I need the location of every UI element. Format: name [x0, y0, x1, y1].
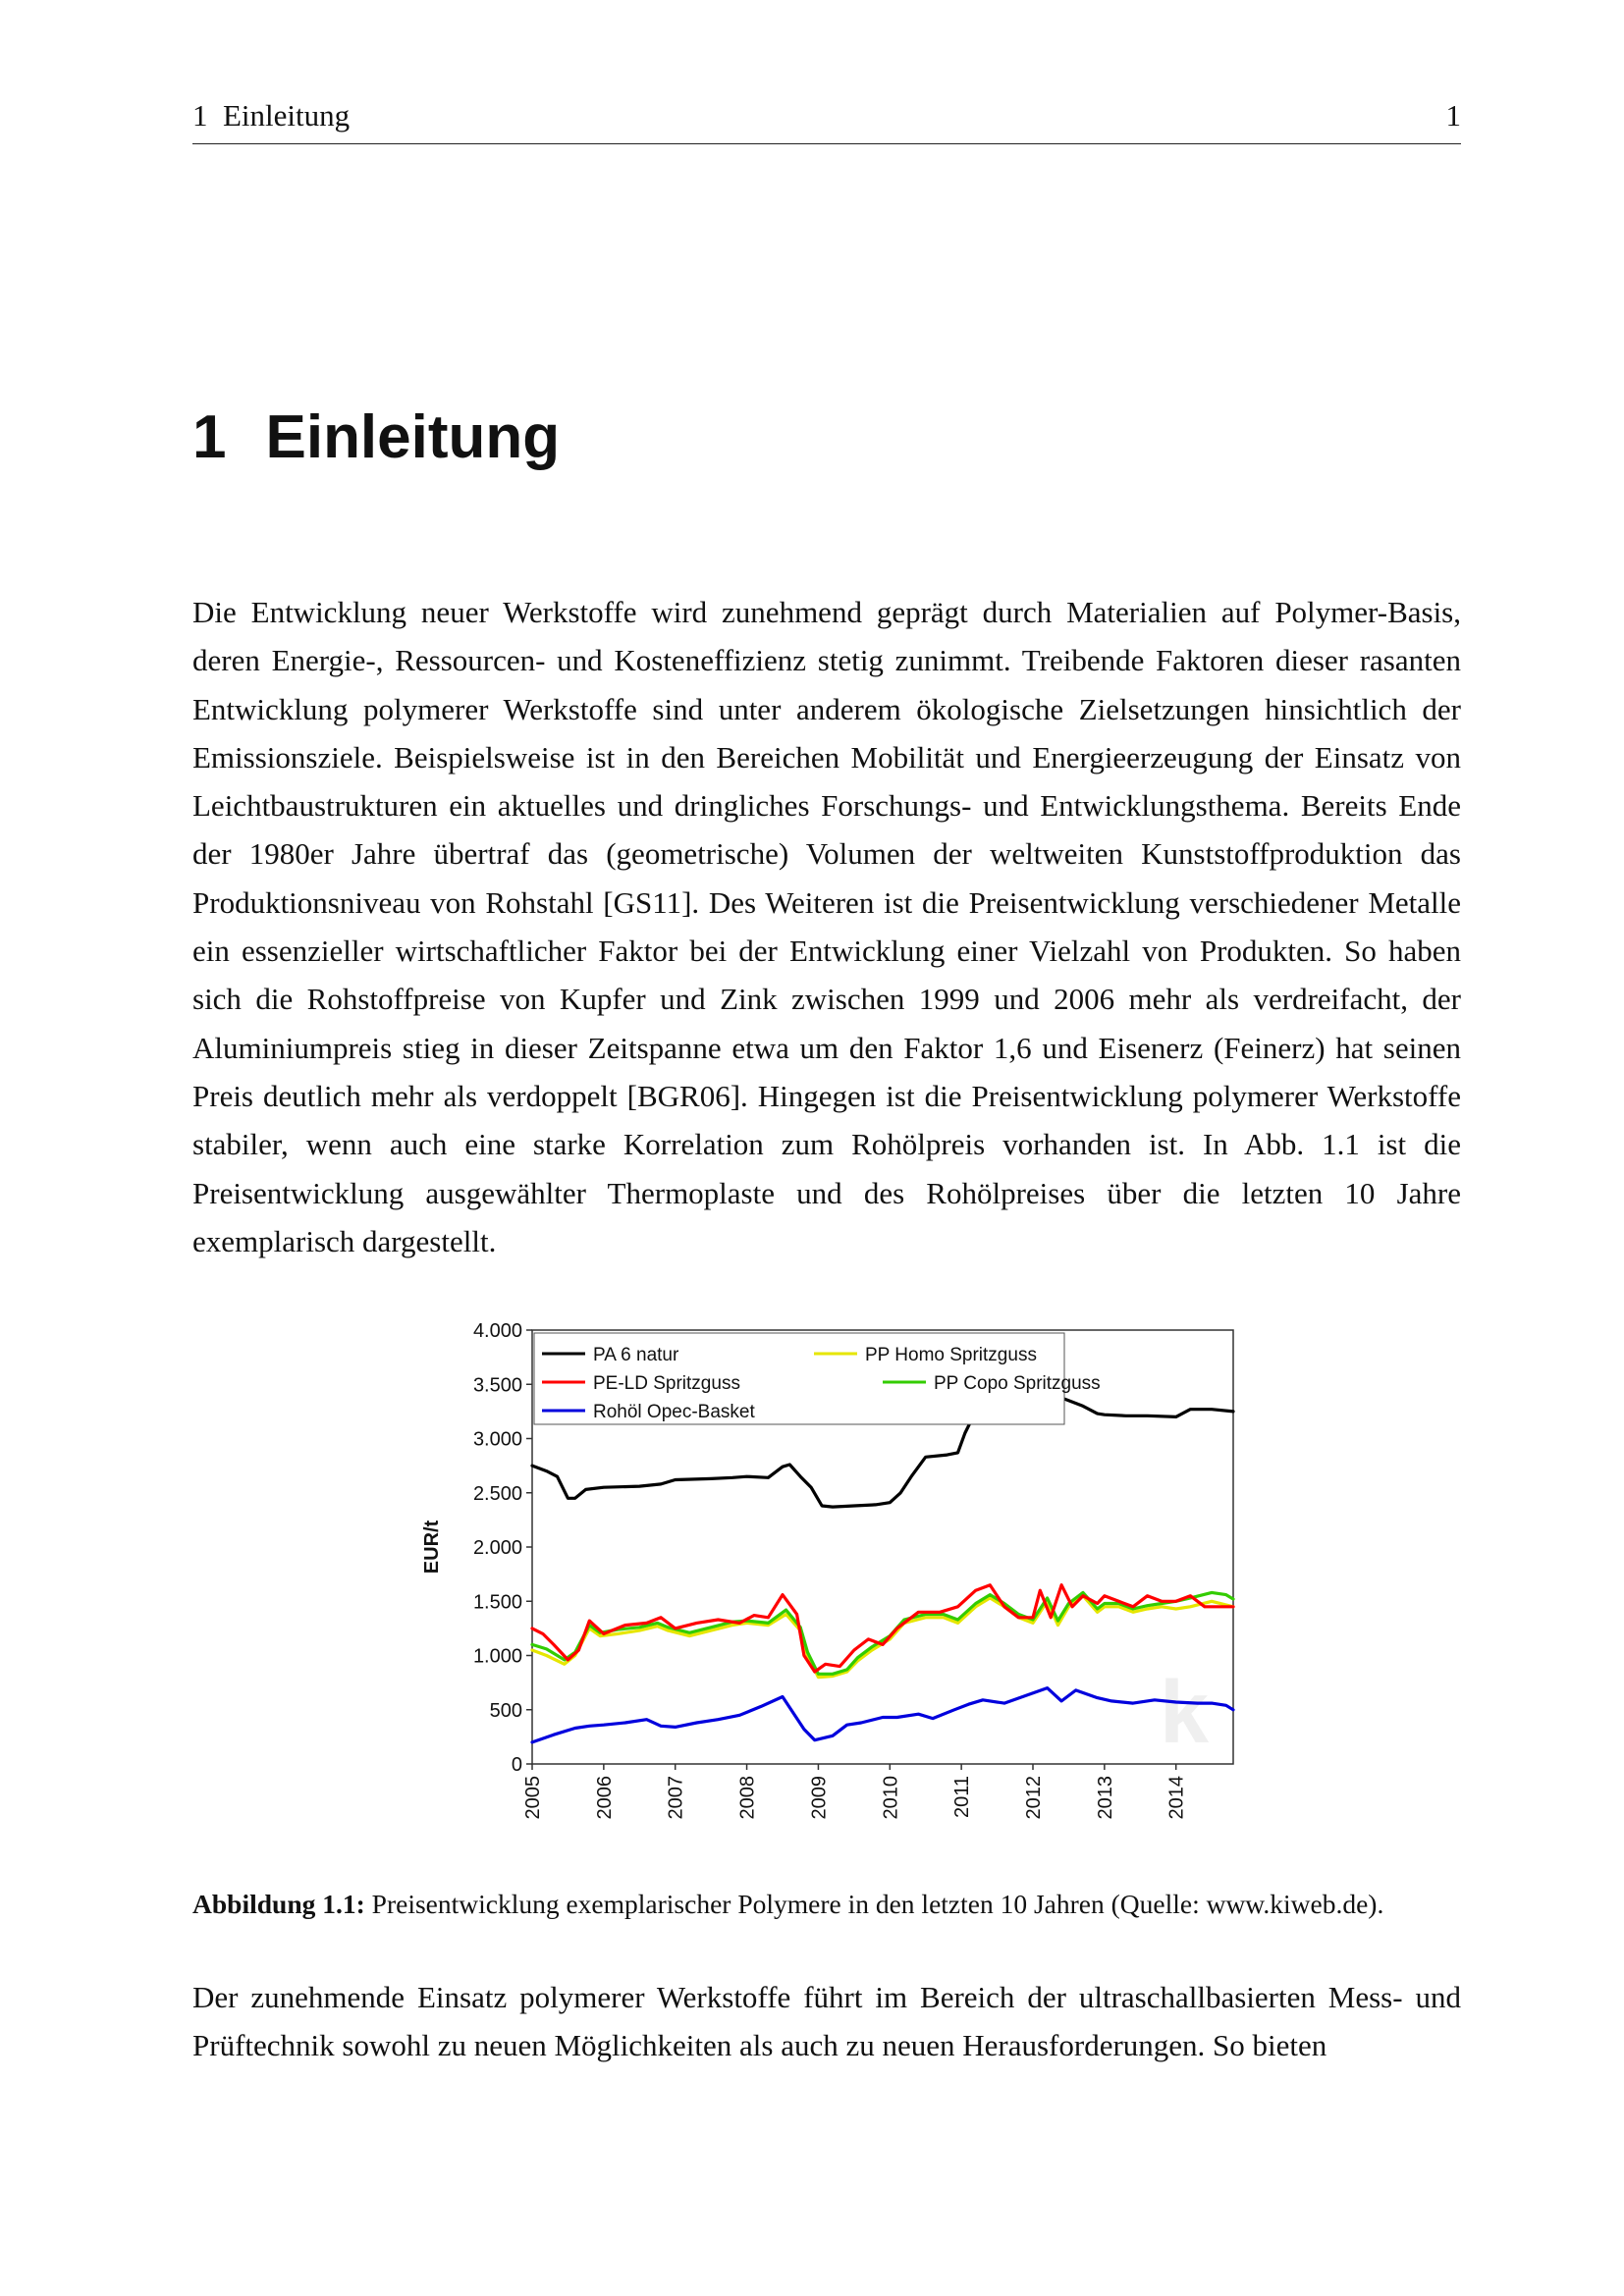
figure-caption — [192, 1887, 1461, 1922]
y-axis-label: EUR/t — [421, 1520, 443, 1575]
watermark-logo: k — [1159, 1664, 1210, 1762]
chapter-title-text: Einleitung — [265, 403, 561, 471]
figure-price-chart — [412, 1311, 1247, 1851]
x-tick-label: 2012 — [1023, 1776, 1045, 1820]
x-tick-label: 2010 — [880, 1776, 902, 1820]
y-tick-label: 1.500 — [472, 1591, 522, 1614]
legend-label: PP Copo Spritzguss — [934, 1373, 1101, 1394]
x-tick-label: 2007 — [665, 1776, 687, 1820]
x-tick-label: 2013 — [1094, 1776, 1116, 1820]
y-tick-label: 1.000 — [472, 1645, 522, 1668]
x-tick-label: 2005 — [522, 1776, 544, 1820]
y-tick-label: 0 — [511, 1754, 522, 1776]
x-tick-label: 2011 — [951, 1776, 974, 1819]
legend-label: PA 6 natur — [593, 1345, 679, 1365]
caption-label: Abbildung 1.1: — [192, 1889, 365, 1919]
y-tick-label: 500 — [489, 1699, 522, 1722]
chapter-title — [192, 402, 560, 472]
y-tick-label: 4.000 — [472, 1320, 522, 1342]
x-tick-label: 2008 — [736, 1776, 759, 1820]
body-paragraph-1: Die Entwicklung neuer Werkstoffe wird zunehmend geprägt durch Materialien auf Polymer-Basis, deren Energie-, Ressourcen- und Kosteneffizienz stetig zunimmt. Treibende Faktoren dieser rasanten Entwicklung polymerer Werkstoffe sind unter anderem ökologische Zielsetzungen hinsichtlich der Emissionsziele. Beispielsweise ist in den Bereichen Mobilität und Energieerzeugung der Einsatz von Leichtbaustrukturen ein aktuelles und dringliches Forschungs- und Entwicklungsthema. Bereits Ende der 1980er Jahre übertraf das (geometrische) Volumen der weltweiten Kunststoffproduktion das Produktionsniveau von Rohstahl [GS11]. Des Weiteren ist die Preisentwicklung verschiedener Metalle ein essenzieller wirtschaftlicher Faktor bei der Entwicklung einer Vielzahl von Produkten. So haben sich die Rohstoffpreise von Kupfer und Zink zwischen 1999 und 2006 mehr als verdreifacht, der Aluminiumpreis stieg in dieser Zeitspanne etwa um den Faktor 1,6 und Eisenerz (Feinerz) hat seinen Preis deutlich mehr als verdoppelt [BGR06]. Hingegen ist die Preisentwicklung polymerer Werkstoffe stabiler, wenn auch eine starke Korrelation zum Rohölpreis vorhanden ist. In Abb. 1.1 ist die Preisentwicklung ausgewählter Thermoplaste und des Rohölpreises über die letzten 10 Jahre exemplarisch dargestellt. — [192, 595, 1461, 1258]
running-header-chapter: 1 Einleitung — [192, 98, 351, 133]
chapter-number: 1 — [192, 403, 227, 471]
caption-text: Preisentwicklung exemplarischer Polymere in den letzten 10 Jahren (Quelle: www.kiweb.de). — [364, 1889, 1384, 1919]
running-header — [192, 98, 1461, 144]
y-tick-label: 3.500 — [472, 1374, 522, 1397]
body-paragraph-2: Der zunehmende Einsatz polymerer Werkstoffe führt im Bereich der ultraschallbasierten Mess- und Prüftechnik sowohl zu neuen Möglichkeiten als auch zu neuen Herausforderungen. So bieten — [192, 1980, 1461, 2063]
price-chart — [412, 1311, 1247, 1851]
y-tick-label: 2.500 — [472, 1482, 522, 1505]
x-tick-label: 2009 — [808, 1776, 831, 1820]
legend-label: PP Homo Spritzguss — [865, 1345, 1037, 1365]
x-tick-label: 2006 — [593, 1776, 616, 1820]
y-tick-label: 2.000 — [472, 1537, 522, 1559]
page-number: 1 — [1445, 98, 1461, 133]
y-tick-label: 3.000 — [472, 1428, 522, 1451]
legend-label: PE-LD Spritzguss — [593, 1373, 740, 1394]
x-tick-label: 2014 — [1165, 1776, 1188, 1820]
legend-label: Rohöl Opec-Basket — [593, 1402, 755, 1422]
